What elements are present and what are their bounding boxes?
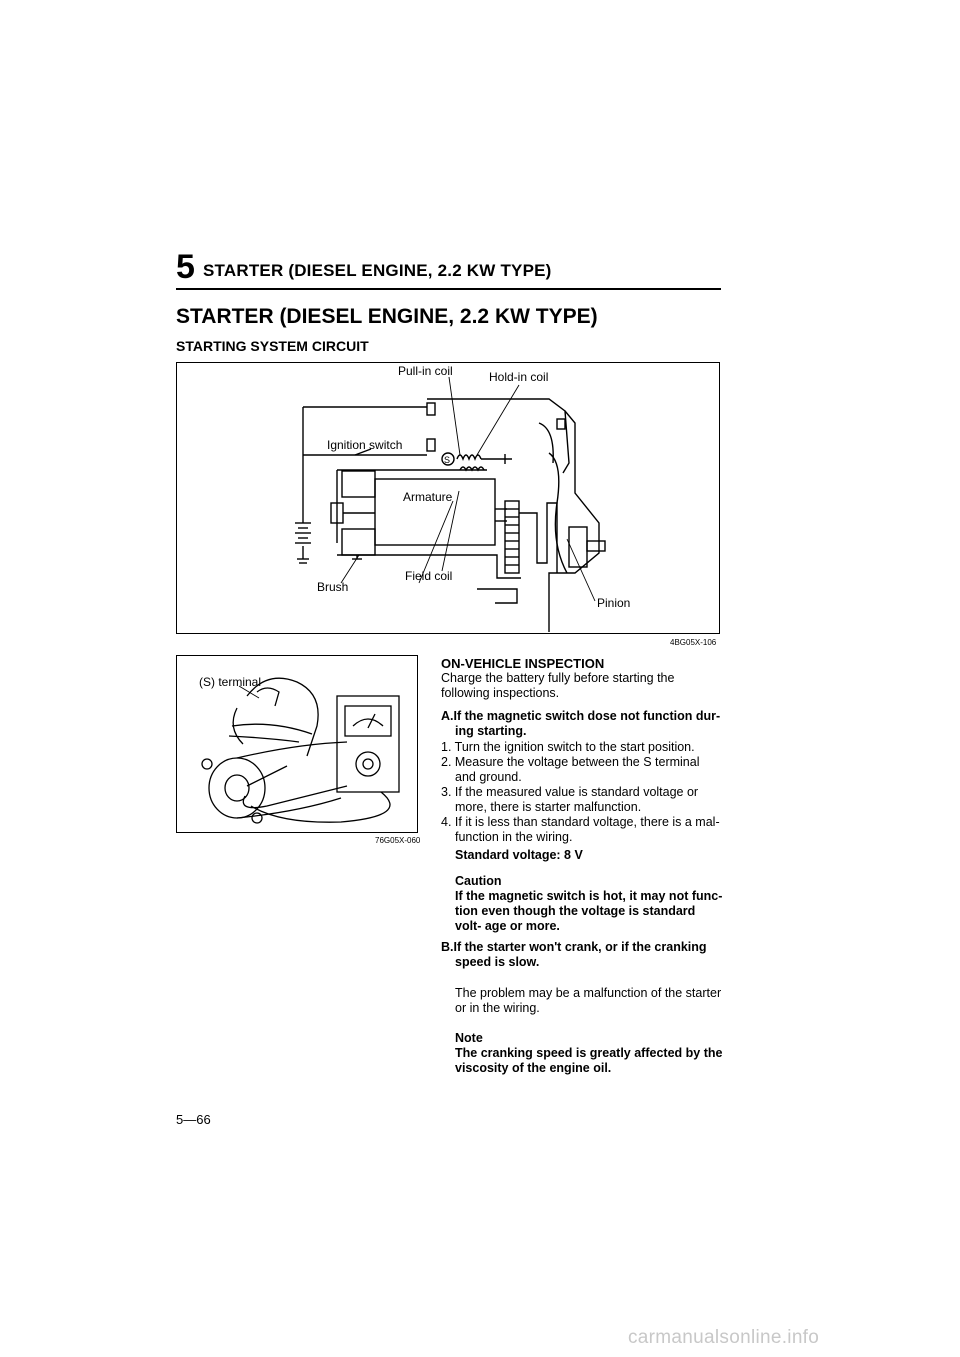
section-b-title: B.If the starter won't crank, or if the cranking speed is slow. [441,940,707,969]
watermark: carmanualsonline.info [628,1327,820,1348]
step-1: 1. Turn the ignition switch to the start position. [441,740,695,754]
header-rule [176,288,721,290]
page-number: 5—66 [176,1112,211,1127]
section-title: STARTER (DIESEL ENGINE, 2.2 KW TYPE) [176,305,598,328]
label-brush: Brush [317,580,349,594]
step-2: 2. Measure the voltage between the S terminal and ground. [441,755,700,784]
inspection-illustration-svg [177,656,416,831]
section-a-title: A.If the magnetic switch dose not function dur- ing starting. [441,709,721,738]
label-pinion: Pinion [597,596,631,610]
standard-voltage: Standard voltage: 8 V [455,848,583,862]
header-title: STARTER (DIESEL ENGINE, 2.2 KW TYPE) [203,261,552,280]
inspection-intro: Charge the battery fully before starting the following inspections. [441,671,675,700]
caution-text: If the magnetic switch is hot, it may not func- tion even though the voltage is standard volt- age or more. [455,889,723,933]
circuit-diagram-svg [177,363,718,632]
section-b-text: The problem may be a malfunction of the starter or in the wiring. [455,986,722,1015]
inspection-illustration [176,655,418,833]
figure2-code: 76G05X-060 [375,836,421,845]
label-ignition-switch: Ignition switch [327,438,403,452]
circuit-diagram [176,362,720,634]
label-s: S [444,455,451,465]
chapter-number: 5 [176,248,195,286]
steps-list [441,740,723,845]
step-3: 3. If the measured value is standard voltage or more, there is starter malfunction. [441,785,699,814]
label-hold-in-coil: Hold-in coil [489,370,549,384]
label-armature: Armature [403,490,453,504]
note-label: Note [455,1031,483,1045]
label-s-terminal: (S) terminal [199,675,262,689]
step-4: 4. If it is less than standard voltage, there is a mal- function in the wiring. [441,815,720,844]
figure1-code: 4BG05X-106 [670,638,717,647]
caution-label: Caution [455,874,502,888]
section-subtitle: STARTING SYSTEM CIRCUIT [176,338,369,354]
label-pull-in-coil: Pull-in coil [398,364,453,378]
note-text: The cranking speed is greatly affected by the viscosity of the engine oil. [455,1046,723,1075]
label-field-coil: Field coil [405,569,453,583]
inspection-heading: ON-VEHICLE INSPECTION [441,656,605,671]
